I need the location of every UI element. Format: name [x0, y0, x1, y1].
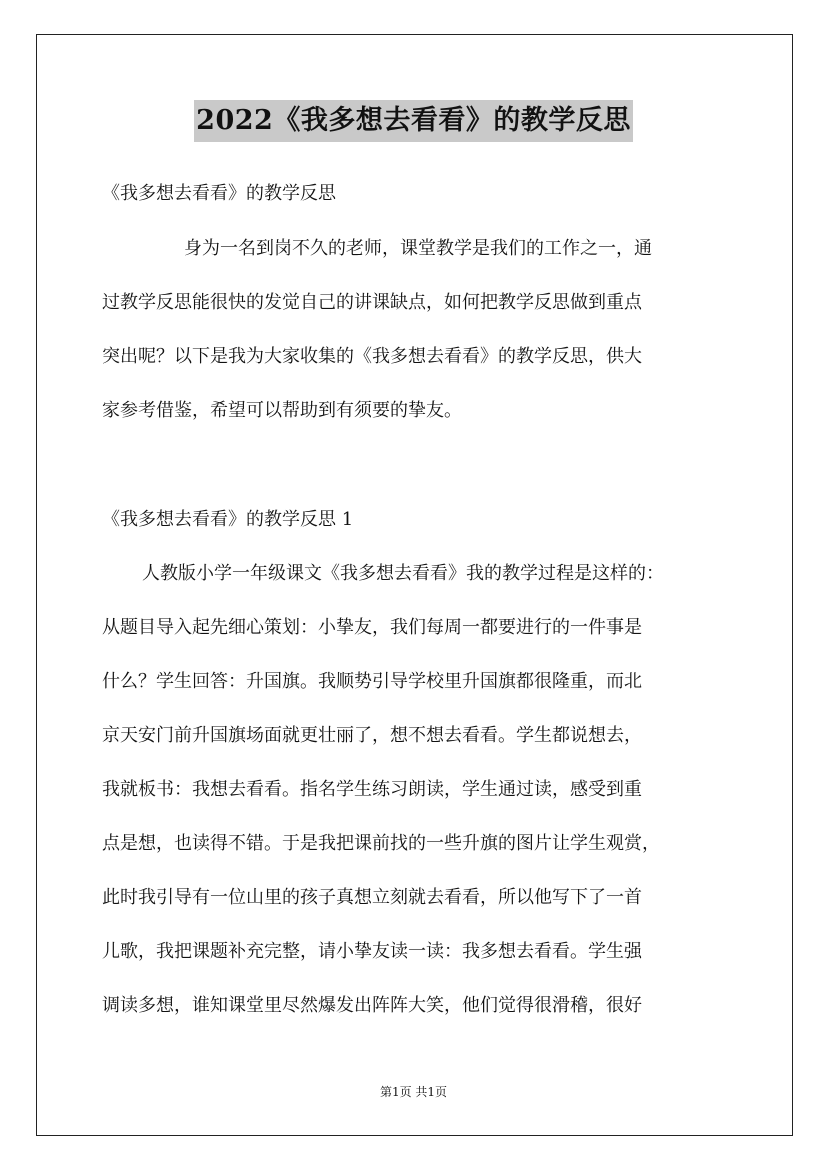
title-container — [0, 100, 827, 142]
intro-line: 过教学反思能很快的发觉自己的讲课缺点，如何把教学反思做到重点 — [102, 292, 642, 313]
body-line: 我就板书：我想去看看。指名学生练习朗读，学生通过读，感受到重 — [102, 779, 642, 800]
body-line: 点是想，也读得不错。于是我把课前找的一些升旗的图片让学生观赏， — [102, 833, 660, 854]
document-subtitle: 《我多想去看看》的教学反思 — [102, 183, 336, 204]
body-line: 从题目导入起先细心策划：小挚友，我们每周一都要进行的一件事是 — [102, 617, 642, 638]
body-line: 调读多想，谁知课堂里尽然爆发出阵阵大笑，他们觉得很滑稽，很好 — [102, 995, 642, 1016]
page-footer: 第1页 共1页 — [379, 1085, 448, 1099]
section-heading: 《我多想去看看》的教学反思 1 — [102, 509, 354, 530]
body-line: 人教版小学一年级课文《我多想去看看》我的教学过程是这样的： — [142, 563, 664, 584]
body-line: 什么？学生回答：升国旗。我顺势引导学校里升国旗都很隆重，而北 — [102, 671, 642, 692]
intro-line: 身为一名到岗不久的老师，课堂教学是我们的工作之一，通 — [184, 238, 652, 259]
body-line: 儿歌，我把课题补充完整，请小挚友读一读：我多想去看看。学生强 — [102, 941, 642, 962]
body-line: 此时我引导有一位山里的孩子真想立刻就去看看，所以他写下了一首 — [102, 887, 642, 908]
intro-line: 突出呢？以下是我为大家收集的《我多想去看看》的教学反思，供大 — [102, 346, 642, 367]
document-title: 2022《我多想去看看》的教学反思 — [194, 100, 633, 142]
body-line: 京天安门前升国旗场面就更壮丽了，想不想去看看。学生都说想去， — [102, 725, 642, 746]
intro-line: 家参考借鉴，希望可以帮助到有须要的挚友。 — [102, 400, 462, 421]
